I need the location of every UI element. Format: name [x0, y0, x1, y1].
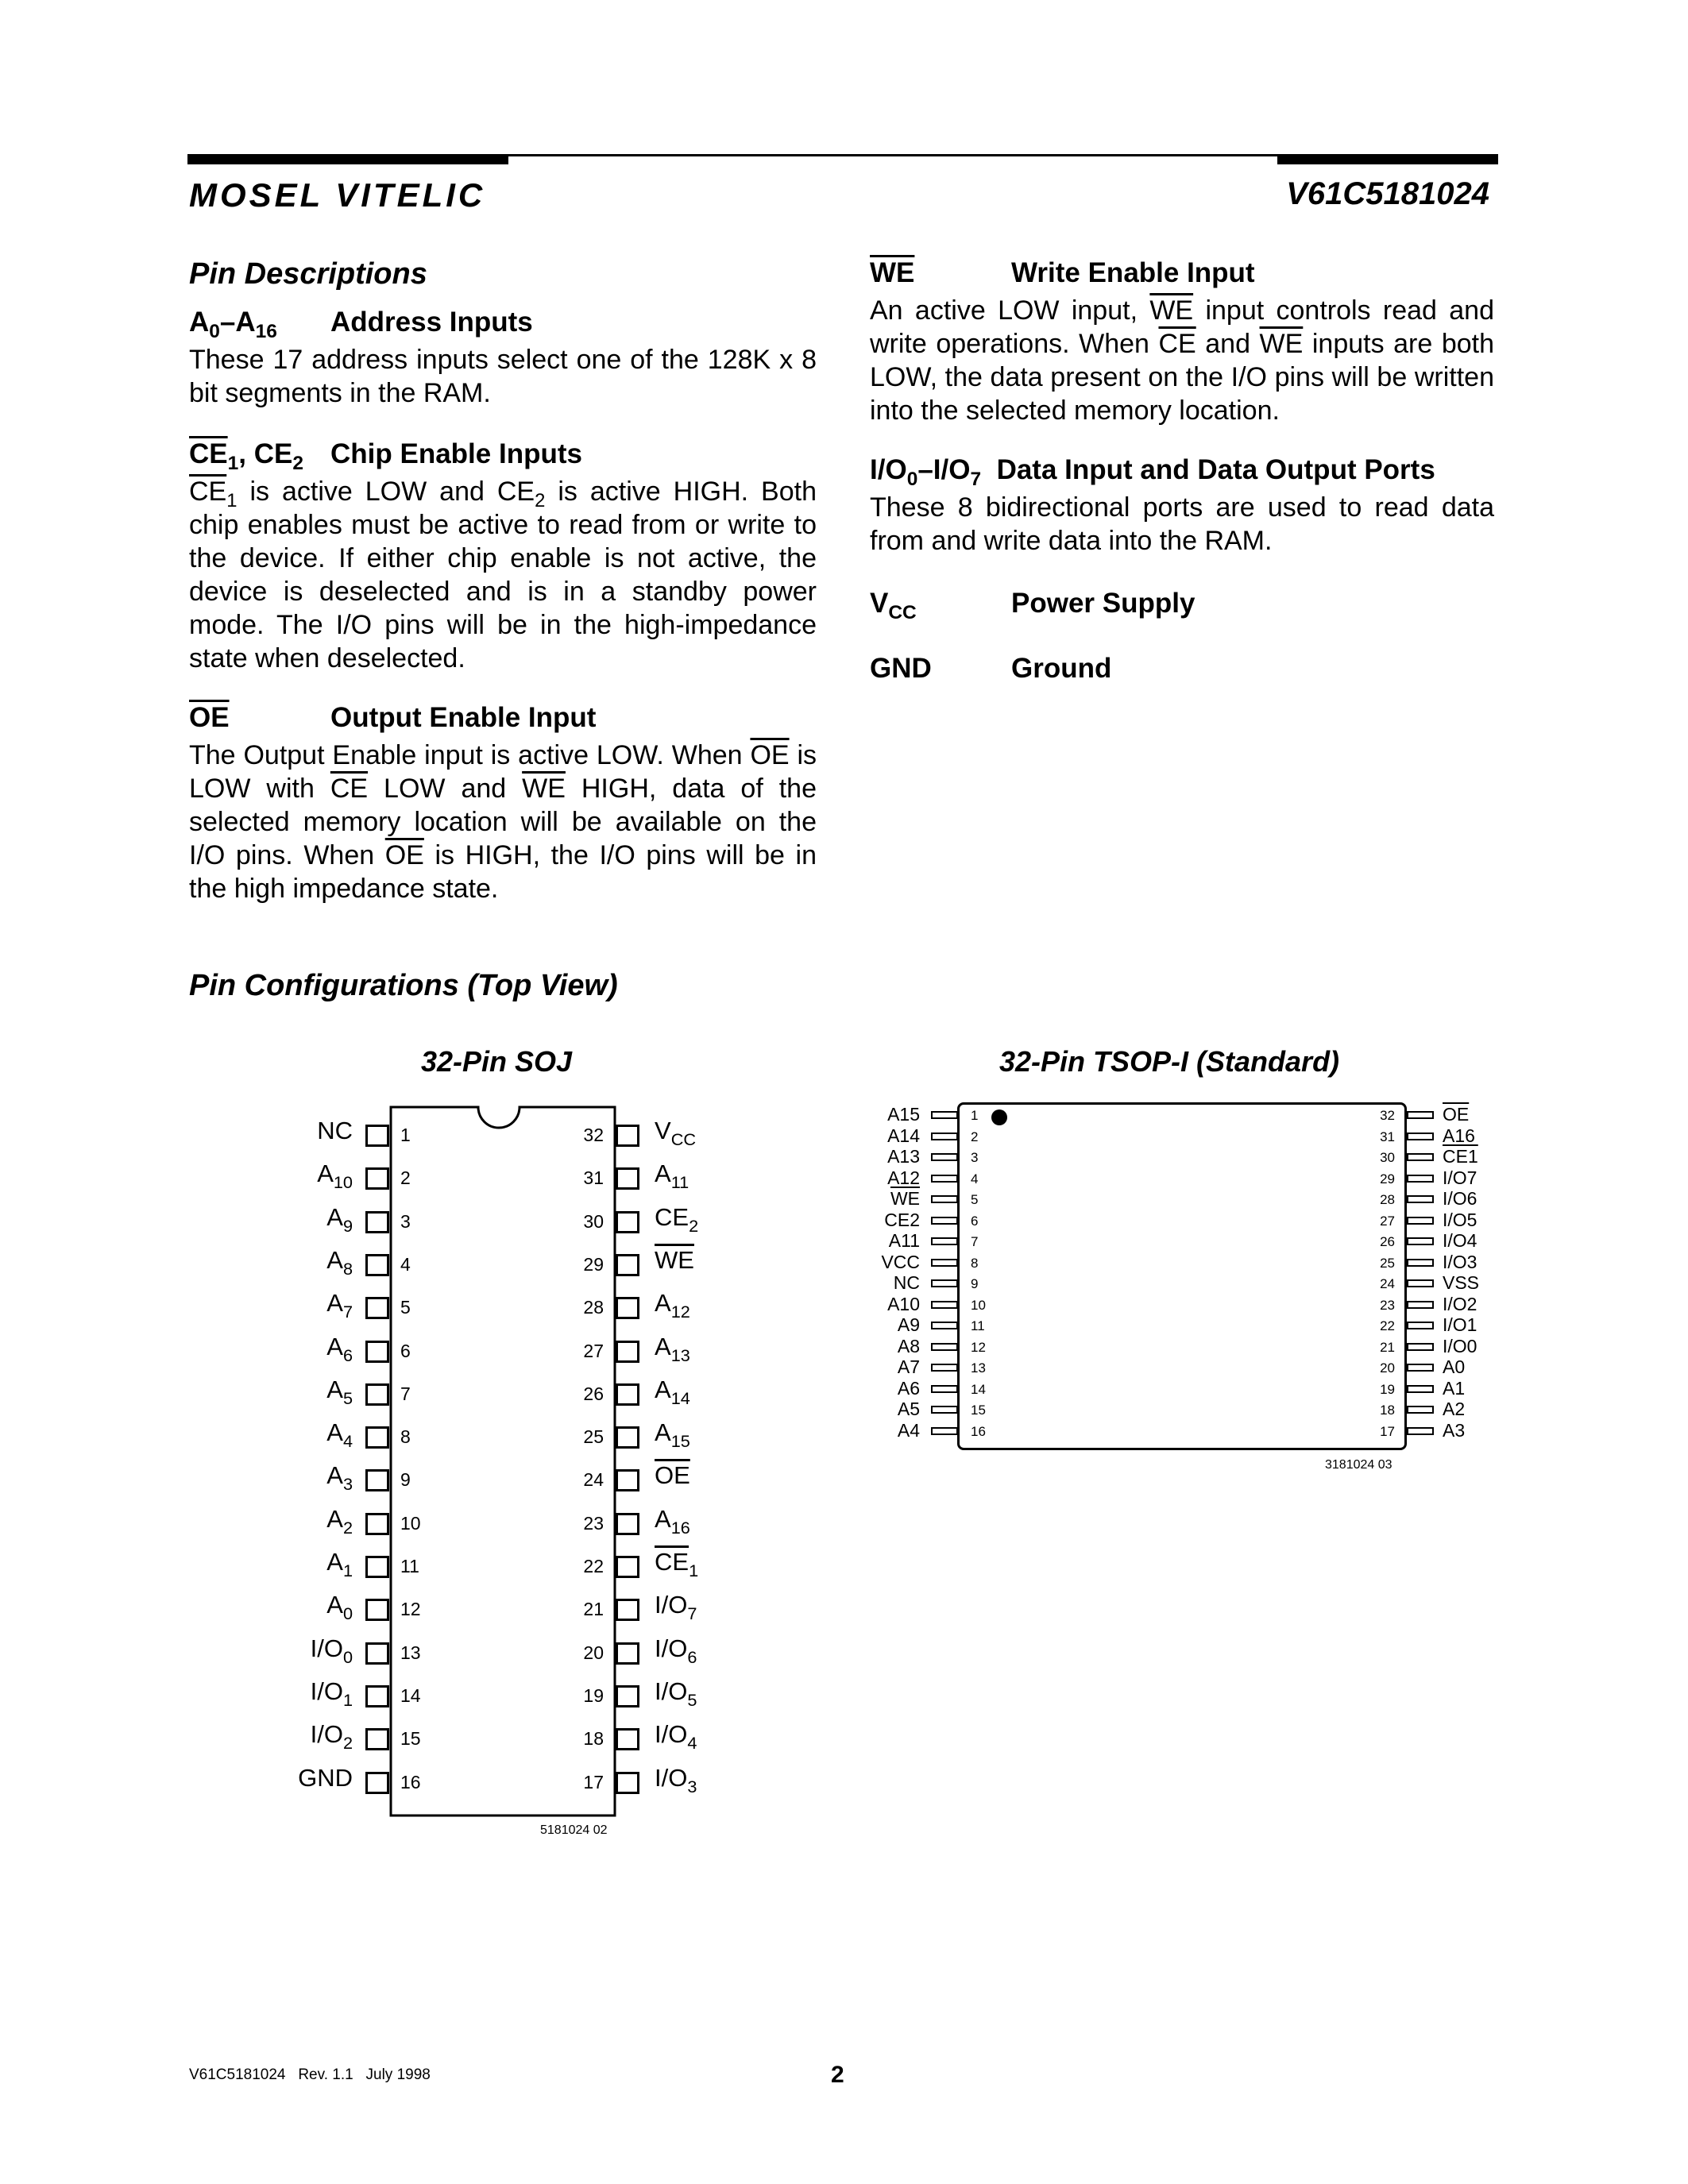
soj-pin-label: $A_{11}$ — [655, 1160, 689, 1193]
soj-pin-label: $I/O_5$ — [655, 1677, 697, 1710]
tsop-pin-lead — [1407, 1259, 1434, 1267]
tsop-pin-number: 3 — [971, 1150, 979, 1165]
soj-pin-number: 26 — [583, 1383, 604, 1404]
soj-pin-lead — [616, 1772, 639, 1794]
tsop-pin-lead — [1407, 1427, 1434, 1435]
tsop-pin-lead — [931, 1133, 958, 1140]
tsop-pin-number: 5 — [971, 1192, 979, 1207]
tsop-pin-lead — [1407, 1279, 1434, 1287]
tsop-pin-lead — [931, 1385, 958, 1393]
soj-pin-label: $I/O_2$ — [310, 1720, 353, 1754]
page-number: 2 — [831, 2062, 844, 2088]
soj-pin-label: $A_7$ — [326, 1289, 353, 1322]
tsop-pin-lead — [1407, 1385, 1434, 1393]
gnd-title: Ground — [1011, 653, 1112, 684]
soj-pin-number: 6 — [400, 1340, 411, 1361]
address-symbol: $A_0-A_{16}$ — [189, 307, 277, 342]
soj-pin-lead — [365, 1125, 389, 1147]
soj-pin-number: 7 — [400, 1383, 411, 1404]
tsop-pin-lead — [1407, 1343, 1434, 1351]
vcc-title: Power Supply — [1011, 588, 1196, 619]
soj-pin-lead — [365, 1599, 389, 1621]
soj-pin-number: 19 — [583, 1684, 604, 1706]
io-title: Data Input and Data Output Ports — [996, 454, 1435, 485]
tsop-pin-label: A8 — [897, 1335, 920, 1356]
desc-address — [189, 307, 817, 410]
tsop-pin-label: A11 — [888, 1230, 920, 1251]
tsop-pin-number: 19 — [1380, 1381, 1395, 1397]
soj-pin-number: 5 — [400, 1297, 411, 1318]
tsop-pin-lead — [1407, 1133, 1434, 1140]
soj-pin-lead — [616, 1383, 639, 1406]
soj-pin-number: 24 — [583, 1469, 604, 1491]
footer-doc-info: V61C5181024 Rev. 1.1 July 1998 — [189, 2066, 431, 2083]
soj-pin-lead — [616, 1341, 639, 1363]
tsop-pin-lead — [931, 1364, 958, 1372]
tsop-pin-number: 21 — [1380, 1339, 1395, 1355]
desc-io — [870, 454, 1494, 558]
soj-pin-label: $A_0$ — [326, 1591, 353, 1624]
tsop-pin-label: I/O2 — [1443, 1293, 1477, 1314]
tsop-pin-lead — [1407, 1237, 1434, 1245]
header-rule-middle — [508, 154, 1277, 156]
io-body: These 8 bidirectional ports are used to read data from and write data into the RAM. — [870, 492, 1494, 556]
io-symbol: $I/O_0-I/O_7$ — [870, 454, 982, 490]
soj-pin-label: $I/O_0$ — [310, 1634, 353, 1667]
soj-reference: 5181024 02 — [540, 1823, 608, 1837]
tsop-pin-number: 23 — [1380, 1297, 1395, 1313]
soj-pin-lead — [616, 1426, 639, 1449]
output-enable-symbol: $\overline{OE}$ — [189, 702, 230, 733]
soj-pin-lead — [365, 1772, 389, 1794]
tsop-pin-number: 28 — [1380, 1192, 1395, 1207]
soj-pin-number: 16 — [400, 1771, 421, 1792]
soj-pin-number: 15 — [400, 1728, 421, 1750]
chip-enable-symbol: $\overline{CE}_1$, $CE_2$ — [189, 438, 303, 474]
tsop-pin-lead — [1407, 1364, 1434, 1372]
soj-pin-number: 2 — [400, 1167, 411, 1189]
soj-pin-number: 21 — [583, 1599, 604, 1620]
soj-pin-number: 22 — [583, 1556, 604, 1576]
header-rule-right — [1277, 154, 1498, 164]
tsop-body-outline — [957, 1102, 1407, 1450]
tsop-pin-number: 24 — [1380, 1276, 1395, 1291]
tsop-pin-label: I/O4 — [1443, 1230, 1477, 1251]
brand-name: MOSEL VITELIC — [189, 176, 486, 214]
soj-pin-label: $I/O_6$ — [655, 1634, 697, 1667]
tsop-pin-label: $\overline{WE}$ — [890, 1188, 920, 1209]
tsop-pin-label: I/O7 — [1443, 1167, 1477, 1188]
tsop-pin-lead — [1407, 1301, 1434, 1309]
soj-pin-lead — [365, 1297, 389, 1319]
soj-pin-lead — [365, 1426, 389, 1449]
tsop-pin-lead — [1407, 1195, 1434, 1203]
tsop-pin-label: A13 — [887, 1146, 920, 1167]
tsop-pin-label: A5 — [897, 1399, 920, 1419]
soj-pin-lead — [365, 1383, 389, 1406]
soj-pin-label: NC — [317, 1117, 353, 1144]
tsop-pin-number: 25 — [1380, 1255, 1395, 1271]
tsop-pin-number: 1 — [971, 1108, 979, 1123]
soj-pin-lead — [616, 1685, 639, 1707]
tsop-pin-number: 16 — [971, 1423, 986, 1439]
desc-output-enable — [189, 702, 817, 905]
soj-pin-lead — [365, 1642, 389, 1665]
soj-pin-number: 4 — [400, 1253, 411, 1275]
soj-pin-label: $A_1$ — [326, 1548, 353, 1580]
tsop-pin-label: A4 — [897, 1419, 920, 1441]
soj-pin-number: 20 — [583, 1642, 604, 1663]
tsop-pin-number: 15 — [971, 1403, 986, 1418]
tsop-pin-number: 17 — [1380, 1423, 1395, 1439]
tsop-pin-label: NC — [893, 1272, 920, 1293]
tsop-pin-number: 14 — [971, 1381, 986, 1397]
gnd-symbol: GND — [870, 653, 932, 684]
soj-pin-number: 17 — [583, 1771, 604, 1792]
soj-pin-lead — [616, 1728, 639, 1750]
soj-pin-label: $\overline{OE}$ — [655, 1461, 690, 1490]
soj-pin-lead — [365, 1685, 389, 1707]
soj-pin-number: 28 — [583, 1297, 604, 1318]
soj-pin-label: $I/O_3$ — [655, 1763, 697, 1796]
soj-pin-number: 11 — [400, 1556, 419, 1576]
tsop-pin-number: 6 — [971, 1213, 979, 1229]
soj-pin-number: 29 — [583, 1253, 604, 1275]
tsop-pin-number: 20 — [1380, 1360, 1395, 1376]
soj-pin-label: $\overline{CE}_1$ — [655, 1548, 699, 1580]
soj-pin-lead — [365, 1254, 389, 1276]
tsop-pin-number: 22 — [1380, 1318, 1395, 1333]
soj-pin-number: 23 — [583, 1512, 604, 1534]
tsop-pin-lead — [931, 1343, 958, 1351]
soj-pin-label: $I/O_4$ — [655, 1720, 697, 1754]
tsop-pin-number: 26 — [1380, 1234, 1395, 1249]
soj-pin-lead — [616, 1297, 639, 1319]
tsop-pin-number: 30 — [1380, 1150, 1395, 1165]
pin-descriptions-title: Pin Descriptions — [189, 257, 427, 291]
output-enable-title: Output Enable Input — [330, 702, 597, 733]
tsop-pin-lead — [931, 1279, 958, 1287]
tsop-pin-lead — [931, 1153, 958, 1161]
soj-pin-label: $A_2$ — [326, 1504, 353, 1538]
tsop-pin-label: CE1 — [1443, 1146, 1478, 1167]
soj-pin-lead — [365, 1211, 389, 1233]
tsop-pin-number: 29 — [1380, 1171, 1395, 1187]
tsop-pin-label: A6 — [897, 1377, 920, 1399]
soj-pin-label: $A_8$ — [326, 1245, 353, 1279]
soj-pin-label: $V_{CC}$ — [655, 1117, 697, 1149]
soj-pin-number: 27 — [583, 1340, 604, 1361]
tsop-pin-label: A2 — [1443, 1399, 1466, 1419]
tsop-pin-number: 32 — [1380, 1108, 1395, 1123]
tsop-pin-number: 31 — [1380, 1129, 1395, 1144]
tsop-pin-number: 10 — [971, 1297, 986, 1313]
soj-pin-label: $A_5$ — [326, 1375, 353, 1408]
soj-pin-label: $A_4$ — [326, 1418, 353, 1452]
tsop-pin-number: 12 — [971, 1339, 986, 1355]
soj-pin-lead — [365, 1513, 389, 1535]
tsop-pin-label: A7 — [897, 1356, 920, 1377]
tsop-pin-label: VSS — [1443, 1272, 1480, 1293]
tsop-pin-label: VCC — [881, 1251, 920, 1272]
tsop-pin-number: 4 — [971, 1171, 979, 1187]
tsop-pin-label: A14 — [887, 1125, 920, 1146]
soj-pin-label: $A_6$ — [326, 1332, 353, 1365]
tsop-pin-number: 27 — [1380, 1213, 1395, 1229]
soj-pin-number: 30 — [583, 1210, 604, 1232]
soj-pin-number: 31 — [583, 1167, 604, 1189]
soj-pin-label: $A_{13}$ — [655, 1332, 690, 1365]
tsop-pin-label: A15 — [887, 1104, 920, 1125]
soj-pin-number: 32 — [583, 1125, 604, 1145]
write-enable-title: Write Enable Input — [1011, 257, 1255, 288]
tsop-pin-lead — [931, 1237, 958, 1245]
soj-pin-label: $I/O_1$ — [310, 1677, 353, 1710]
tsop-pin-lead — [1407, 1406, 1434, 1414]
tsop-pin-label: A16 — [1443, 1125, 1475, 1146]
tsop-pin-number: 13 — [971, 1360, 986, 1376]
tsop-pin-label: $\overline{OE}$ — [1443, 1104, 1470, 1125]
soj-pin-label: $\overline{WE}$ — [655, 1245, 694, 1274]
soj-pin-number: 14 — [400, 1684, 421, 1706]
tsop-pin-label: A1 — [1443, 1377, 1466, 1399]
tsop-pin-label: A0 — [1443, 1356, 1466, 1377]
desc-gnd — [870, 653, 1494, 689]
tsop-pin-label: I/O1 — [1443, 1314, 1477, 1335]
tsop-pin-number: 7 — [971, 1234, 979, 1249]
tsop-pin-lead — [931, 1195, 958, 1203]
part-number: V61C5181024 — [1286, 176, 1489, 211]
soj-pin-label: $A_3$ — [326, 1461, 353, 1495]
tsop-pin-number: 9 — [971, 1276, 979, 1291]
tsop-pin-number: 11 — [971, 1318, 985, 1333]
soj-pin-label: $I/O_7$ — [655, 1591, 697, 1624]
desc-vcc — [870, 588, 1494, 624]
soj-pin-label: $A_{14}$ — [655, 1375, 690, 1408]
soj-pin-lead — [616, 1556, 639, 1578]
soj-title: 32-Pin SOJ — [421, 1045, 573, 1078]
soj-pin-label: $A_{15}$ — [655, 1418, 690, 1452]
tsop-pin-label: I/O5 — [1443, 1209, 1477, 1230]
tsop-pin-number: 2 — [971, 1129, 979, 1144]
soj-pin-lead — [365, 1469, 389, 1491]
soj-pin-label: GND — [298, 1763, 353, 1792]
output-enable-body: The Output Enable input is active LOW. When $\overline{OE}$ is LOW with $\overline{CE}$ LOW and $\overline{WE}$ HIGH, data of the selected memory location will be available on the I/O pins. When $\overline{OE}$ is HIGH, the I/O pins will be in the high impedance state. — [189, 740, 817, 904]
chip-enable-title: Chip Enable Inputs — [330, 438, 582, 469]
tsop-pin-lead — [931, 1111, 958, 1119]
soj-pin-number: 13 — [400, 1642, 421, 1663]
tsop-pin-label: CE2 — [884, 1209, 920, 1230]
tsop-pin-lead — [1407, 1217, 1434, 1225]
soj-pin-label: $A_{12}$ — [655, 1289, 690, 1322]
tsop-pin-lead — [931, 1427, 958, 1435]
tsop-pin-lead — [931, 1301, 958, 1309]
tsop-pin-label: I/O0 — [1443, 1335, 1477, 1356]
tsop-pin-lead — [1407, 1175, 1434, 1183]
soj-pin-label: $A_9$ — [326, 1202, 353, 1236]
soj-pin-lead — [365, 1167, 389, 1190]
tsop-title: 32-Pin TSOP-I (Standard) — [999, 1045, 1340, 1078]
pin-configurations-title: Pin Configurations (Top View) — [189, 969, 618, 1002]
tsop-pin-lead — [931, 1217, 958, 1225]
soj-pin-lead — [365, 1556, 389, 1578]
address-body: These 17 address inputs select one of the 128K x 8 bit segments in the RAM. — [189, 345, 817, 408]
tsop-pin-label: I/O6 — [1443, 1188, 1477, 1209]
tsop-pin-lead — [931, 1406, 958, 1414]
pin1-marker-dot — [991, 1109, 1007, 1125]
soj-pin-number: 25 — [583, 1426, 604, 1448]
soj-pin-number: 10 — [400, 1512, 421, 1534]
tsop-pin-lead — [931, 1175, 958, 1183]
soj-pin-number: 3 — [400, 1210, 411, 1232]
tsop-pin-lead — [931, 1322, 958, 1329]
tsop-pin-label: A10 — [887, 1293, 920, 1314]
soj-pin-lead — [616, 1642, 639, 1665]
desc-chip-enable — [189, 438, 817, 675]
vcc-symbol: $V_{CC}$ — [870, 588, 917, 623]
tsop-pin-lead — [1407, 1153, 1434, 1161]
soj-pin-number: 1 — [400, 1125, 411, 1145]
tsop-pin-lead — [1407, 1322, 1434, 1329]
soj-pin-lead — [616, 1211, 639, 1233]
soj-pin-lead — [365, 1341, 389, 1363]
soj-pin-lead — [616, 1513, 639, 1535]
tsop-pin-lead — [931, 1259, 958, 1267]
address-title: Address Inputs — [330, 307, 533, 338]
soj-pin-lead — [616, 1469, 639, 1491]
soj-pin-lead — [616, 1125, 639, 1147]
header-rule-left — [187, 154, 508, 164]
soj-pin-lead — [365, 1728, 389, 1750]
tsop-pin-label: A12 — [887, 1167, 920, 1188]
soj-pin-lead — [616, 1167, 639, 1190]
soj-pin-number: 8 — [400, 1426, 411, 1448]
tsop-pin-label: A9 — [897, 1314, 920, 1335]
tsop-pin-label: A3 — [1443, 1419, 1466, 1441]
tsop-pin-lead — [1407, 1111, 1434, 1119]
chip-enable-body: $\overline{CE}_1$ is active LOW and $CE_2$ is active HIGH. Both chip enables must be active to read from or write to the device. If either chip enable is not active, the device is deselected and is in a standby power mode. The I/O pins will be in the high-impedance state when deselected. — [189, 477, 817, 673]
tsop-pin-number: 18 — [1380, 1403, 1395, 1418]
soj-pin-lead — [616, 1599, 639, 1621]
soj-pin-lead — [616, 1254, 639, 1276]
write-enable-symbol: $\overline{WE}$ — [870, 257, 915, 288]
soj-pin-number: 12 — [400, 1599, 421, 1620]
soj-pin-number: 18 — [583, 1728, 604, 1750]
soj-pin-label: $A_{16}$ — [655, 1504, 690, 1538]
write-enable-body: An active LOW input, $\overline{WE}$ input controls read and write operations. When $\overline{CE}$ and $\overline{WE}$ inputs are both LOW, the data present on the I/O pins will be written into the selected memory location. — [870, 295, 1494, 426]
tsop-pin-label: I/O3 — [1443, 1251, 1477, 1272]
desc-write-enable — [870, 257, 1494, 427]
tsop-pin-number: 8 — [971, 1255, 979, 1271]
soj-pin-label: $A_{10}$ — [317, 1160, 353, 1193]
tsop-reference: 3181024 03 — [1325, 1458, 1393, 1472]
soj-pin-label: $CE_2$ — [655, 1202, 699, 1236]
soj-pin-number: 9 — [400, 1469, 411, 1491]
